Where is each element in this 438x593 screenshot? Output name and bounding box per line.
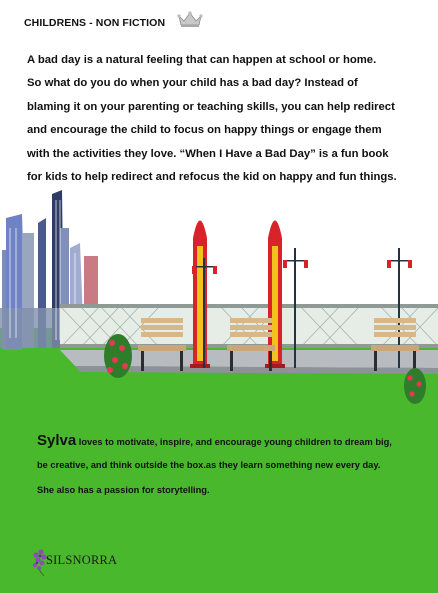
description-line-3: blaming it on your parenting or teaching skills, you can help redirect [27, 100, 395, 113]
book-description [27, 49, 432, 189]
bio-line-3: She also has a passion for storytelling. [37, 485, 210, 495]
description-line-1: A bad day is a natural feeling that can happen at school or home. [27, 54, 377, 66]
description-line-2: So what do you do when your child has a bad day? Instead of [27, 77, 358, 90]
park-scene-illustration [0, 188, 438, 593]
crown-icon [176, 10, 204, 28]
author-name: Sylva [37, 432, 77, 449]
category-label: CHILDRENS - NON FICTION [24, 17, 166, 29]
description-line-4: and encourage the child to focus on happy things or engage them [27, 124, 382, 137]
author-bio [37, 428, 437, 503]
bio-line-1-text: loves to motivate, inspire, and encourage young children to dream big, [76, 437, 392, 447]
flower-bush-left [104, 334, 132, 378]
red-pillar-left [190, 221, 210, 369]
bio-line-2: be creative, and think outside the box.as they learn something new every day. [37, 460, 381, 470]
publisher-name: SILSNORRA [46, 553, 118, 567]
description-line-5: with the activities they love. “When I Have a Bad Day” is a fun book [27, 147, 389, 160]
bio-line-1 [37, 428, 437, 453]
description-line-6: for kids to help redirect and refocus the kid on happy and fun things. [27, 170, 397, 183]
flower-bush-right [404, 368, 426, 404]
